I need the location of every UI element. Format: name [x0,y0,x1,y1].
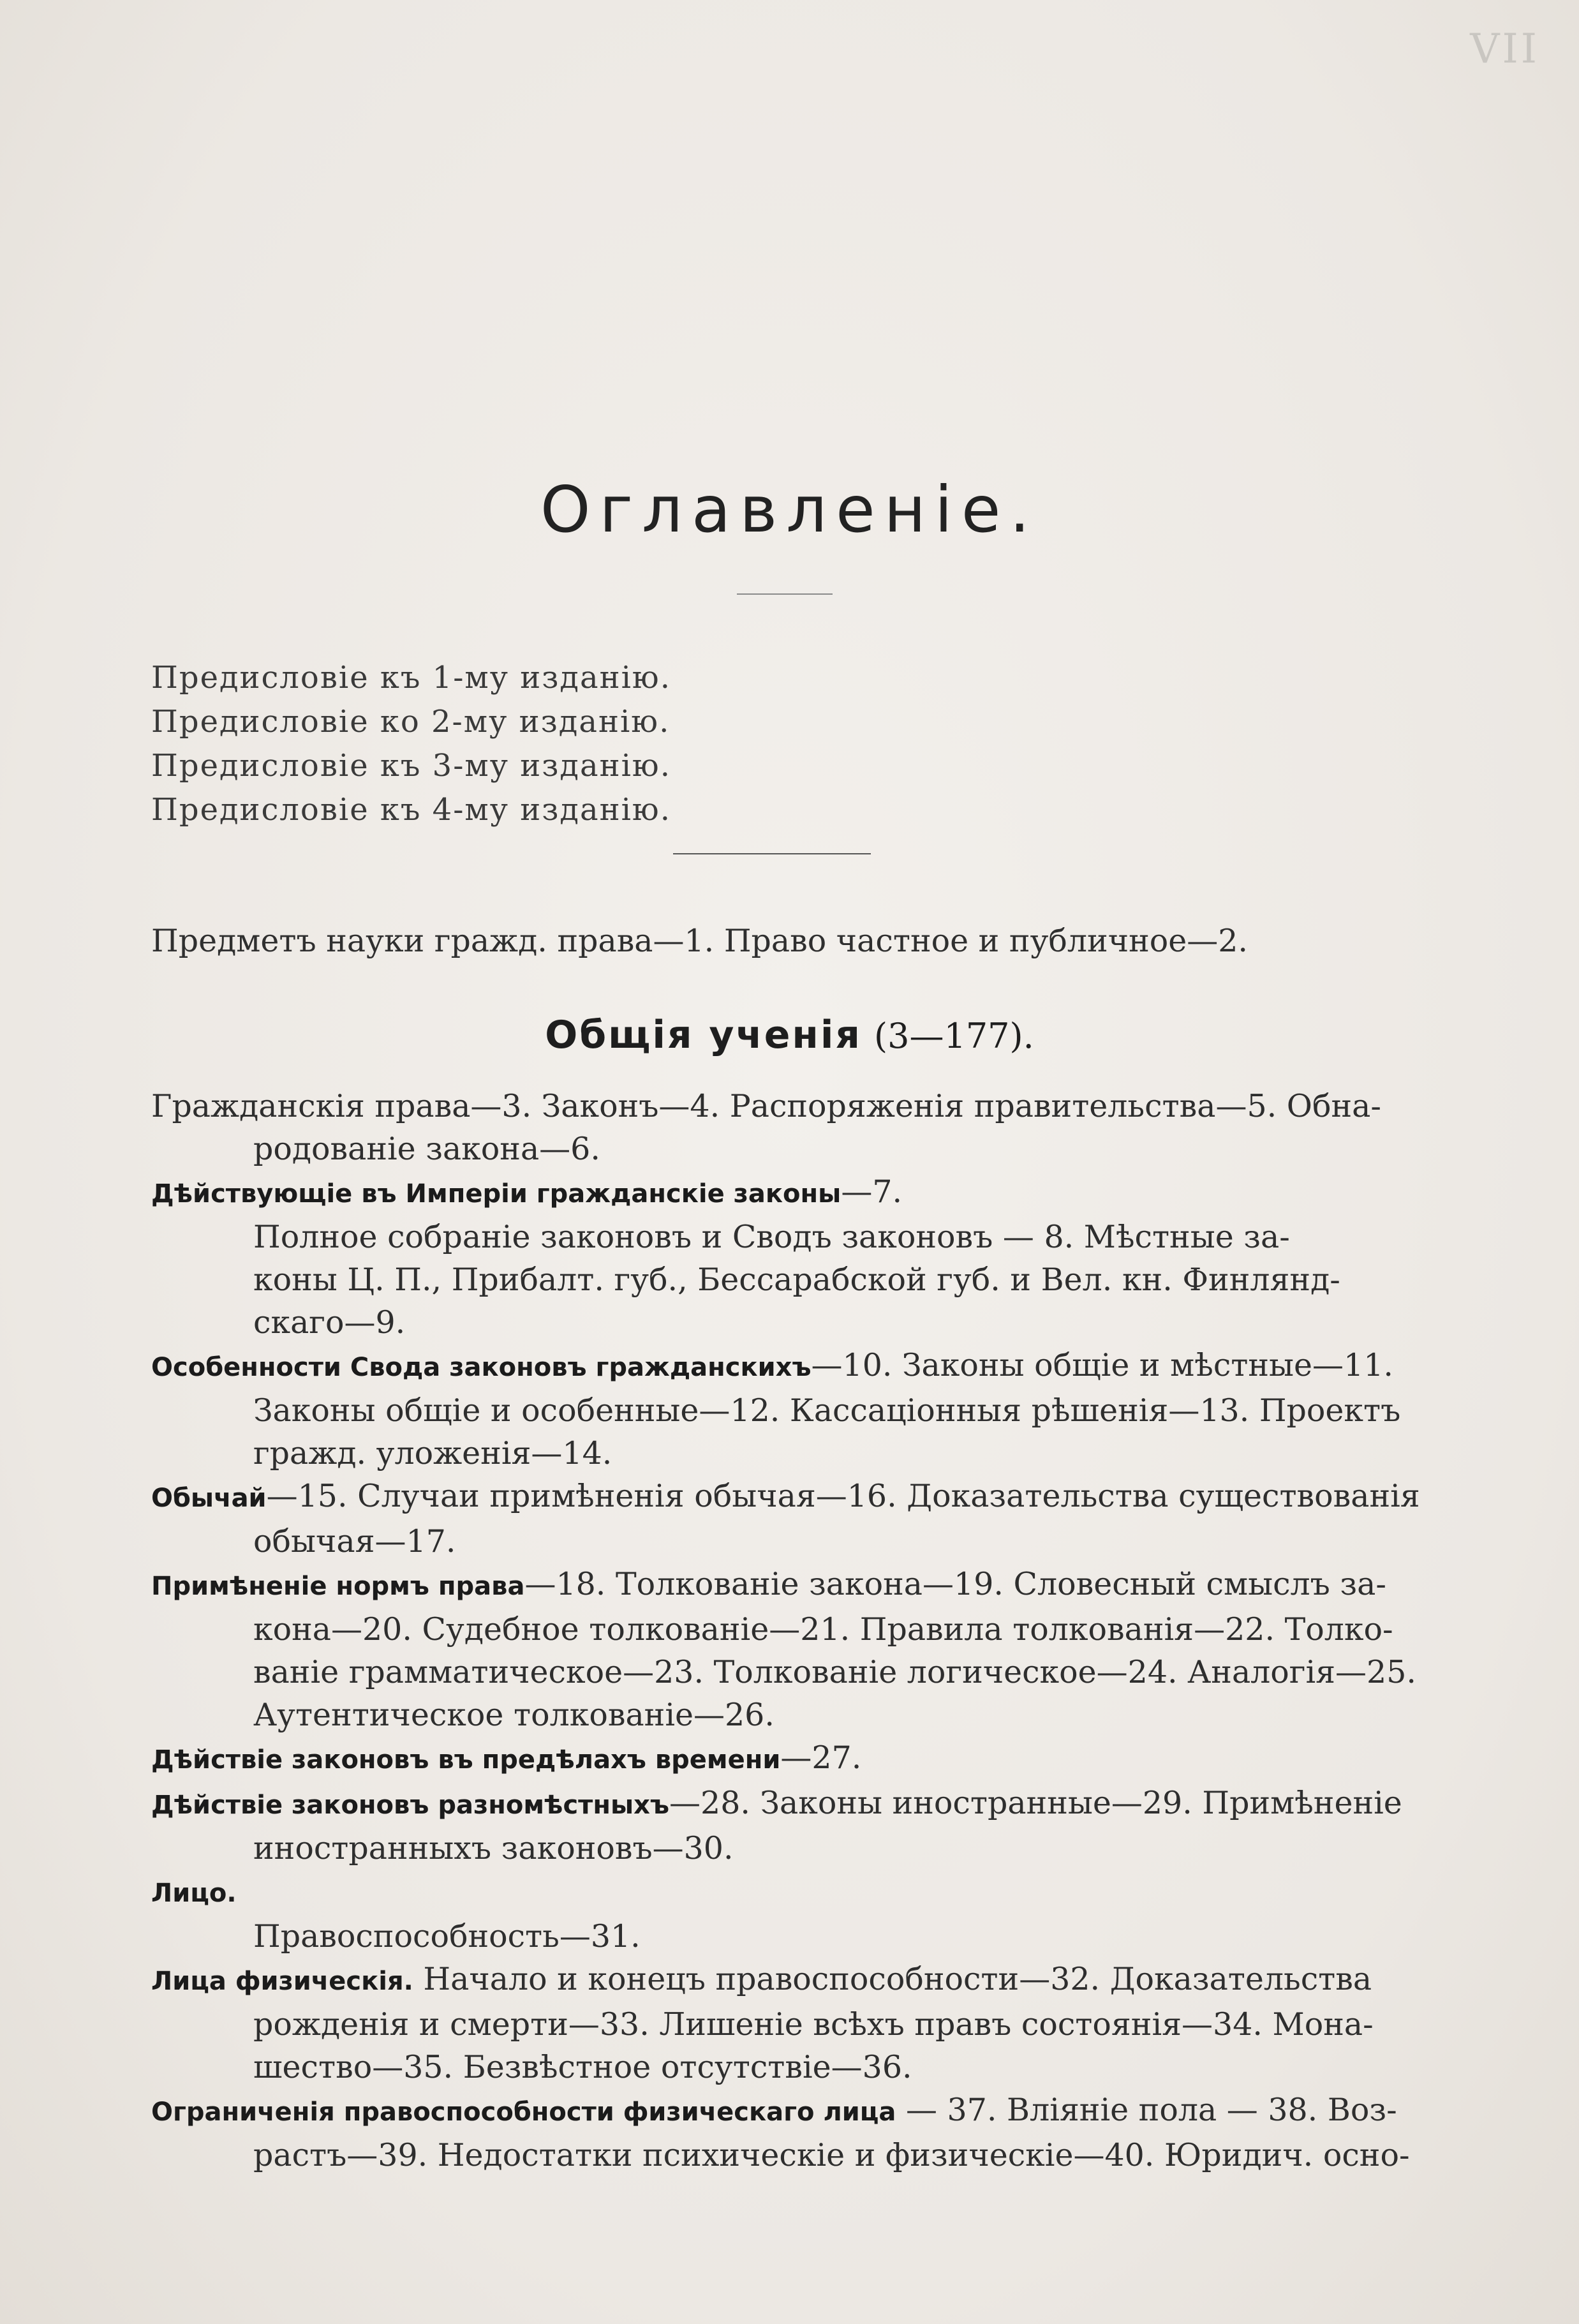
toc-text: —27. [780,1739,862,1776]
toc-entry [151,1475,1440,1520]
page-number: VII [1470,26,1539,73]
toc-line: коны Ц. П., Прибалт. губ., Бессарабской губ. и Вел. кн. Финлянд- [253,1262,1340,1298]
toc-line: родованіе закона—6. [253,1131,600,1167]
toc-line: иностранныхъ законовъ—30. [253,1830,734,1866]
preface-item: Предисловіе къ 3-му изданію. [151,748,671,784]
toc-entry [151,1736,1440,1782]
toc-text: —28. Законы иностранные—29. Примѣненіе [669,1785,1402,1821]
toc-heading: Дѣйствіе законовъ разномѣстныхъ [151,1791,670,1820]
toc-heading: Лицо. [151,1879,237,1908]
prefaces-list [151,656,1108,832]
toc-line: шество—35. Безвѣстное отсутствіе—36. [253,2049,912,2085]
toc-text: Начало и конецъ правоспособности—32. Доказательства [413,1961,1372,1997]
toc-heading: Ограниченія правоспособности физическаго лица [151,2097,896,2127]
toc-list [151,1085,1440,2177]
toc-line: Гражданскія права—3. Законъ—4. Распоряженія правительства—5. Обна- [151,1088,1381,1124]
section-range: (3—177). [874,1016,1034,1056]
toc-line: скаго—9. [253,1304,406,1341]
preface-item: Предисловіе къ 1-му изданію. [151,660,671,696]
toc-heading: Лица физическія. [151,1967,413,1996]
preface-item: Предисловіе къ 4-му изданію. [151,792,671,828]
toc-entry [151,1782,1440,1827]
preface-item: Предисловіе ко 2-му изданію. [151,704,671,740]
toc-text: —15. Случаи примѣненія обычая—16. Доказательства существованія [266,1478,1420,1514]
toc-entry [151,1870,1440,1915]
toc-entry [151,1344,1440,1389]
toc-line: Аутентическое толкованіе—26. [253,1697,775,1733]
toc-line: кона—20. Судебное толкованіе—21. Правила толкованія—22. Толко- [253,1611,1393,1648]
toc-line: растъ—39. Недостатки психическіе и физическіе—40. Юридич. осно- [253,2137,1410,2173]
intro-line: Предметъ науки гражд. права—1. Право частное и публичное—2. [151,923,1248,959]
toc-entry [151,1170,1440,1216]
page-title: Оглавленіе. [540,472,1039,547]
toc-heading: Особенности Свода законовъ гражданскихъ [151,1353,812,1382]
section-title: Общія ученія [545,1013,862,1057]
section-heading [0,1009,1579,1062]
toc-text: —10. Законы общіе и мѣстные—11. [811,1347,1393,1383]
toc-entry [151,1563,1440,1608]
toc-text: — 37. Вліяніе пола — 38. Воз- [896,2092,1397,2128]
toc-line: рожденія и смерти—33. Лишеніе всѣхъ правъ состоянія—34. Мона- [253,2006,1374,2043]
toc-line: гражд. уложенія—14. [253,1435,612,1471]
toc-entry [151,2089,1440,2134]
toc-heading: Примѣненіе нормъ права [151,1572,525,1601]
toc-line: Законы общіе и особенные—12. Кассаціонныя рѣшенія—13. Проектъ [253,1392,1401,1429]
toc-entry [151,1958,1440,2003]
toc-line: Полное собраніе законовъ и Сводъ законовъ — 8. Мѣстные за- [253,1219,1290,1255]
toc-text: —7. [841,1173,903,1210]
toc-line: Правоспособность—31. [253,1918,641,1955]
toc-heading: Дѣйствіе законовъ въ предѣлахъ времени [151,1745,781,1775]
section-rule [673,853,871,854]
toc-line: обычая—17. [253,1523,456,1560]
toc-heading: Дѣйствующіе въ Имперіи гражданскіе законы [151,1179,841,1209]
toc-text: —18. Толкованіе закона—19. Словесный смыслъ за- [524,1566,1386,1602]
title-rule [737,593,833,595]
toc-line: ваніе грамматическое—23. Толкованіе логическое—24. Аналогія—25. [253,1654,1416,1690]
toc-heading: Обычай [151,1484,267,1513]
